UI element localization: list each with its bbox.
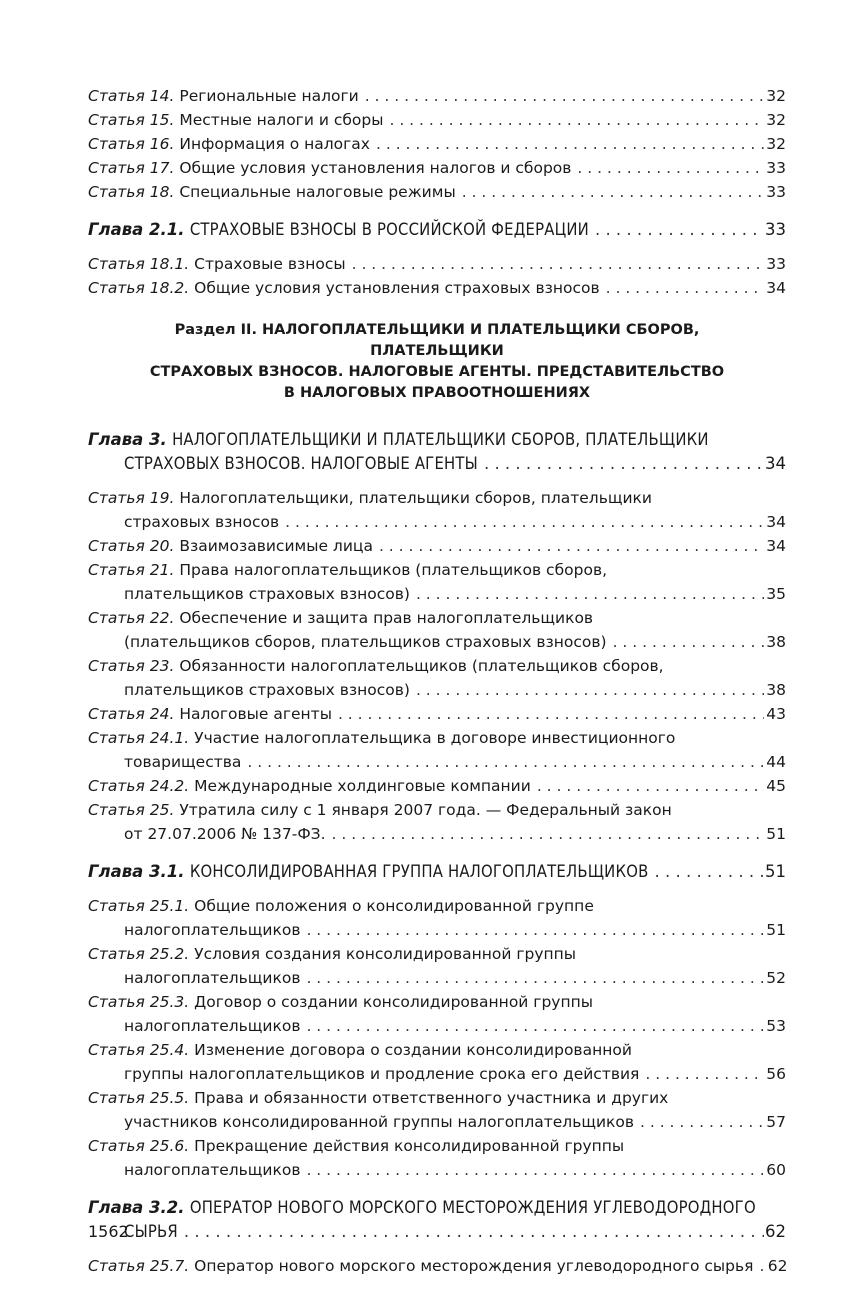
article-label: Статья 23. (88, 657, 175, 675)
chapter-entry (88, 428, 786, 476)
page-ref: 34 (766, 537, 786, 555)
article-label: Статья 17. (88, 159, 175, 177)
article-label: Статья 18.1. (88, 255, 190, 273)
article-title: Взаимозависимые лица (179, 537, 373, 555)
chapter-title: ОПЕРАТОР НОВОГО МОРСКОГО МЕСТОРОЖДЕНИЯ УГЛЕВОДОРОДНОГО (189, 1198, 756, 1217)
chapter-title: НАЛОГОПЛАТЕЛЬЩИКИ И ПЛАТЕЛЬЩИКИ СБОРОВ, ПЛАТЕЛЬЩИКИ (172, 430, 709, 449)
article-title-continued: налогоплательщиков (124, 921, 301, 939)
article-title: Прекращение действия консолидированной группы (194, 1137, 625, 1155)
dot-leader (383, 108, 764, 132)
article-entry (88, 534, 786, 558)
article-group (88, 252, 786, 300)
article-label: Статья 15. (88, 111, 175, 129)
article-label: Статья 24. (88, 705, 175, 723)
dot-leader (373, 534, 764, 558)
article-title: Обязанности налогоплательщиков (плательщиков сборов, (179, 657, 664, 675)
article-title-continued: налогоплательщиков (124, 1017, 301, 1035)
dot-leader (300, 918, 764, 942)
article-title: Права и обязанности ответственного участника и других (194, 1089, 669, 1107)
dot-leader (478, 452, 764, 476)
chapter-label: Глава 3.1. (88, 862, 185, 881)
article-entry (88, 1254, 786, 1278)
article-title: Права налогоплательщиков (плательщиков сборов, (179, 561, 608, 579)
article-title: Региональные налоги (179, 87, 359, 105)
section-heading-line: В НАЛОГОВЫХ ПРАВООТНОШЕНИЯХ (283, 385, 591, 401)
page-ref: 62 (767, 1257, 788, 1275)
article-group (88, 486, 786, 846)
article-label: Статья 25.2. (88, 945, 190, 963)
article-title: Налогоплательщики, плательщики сборов, плательщики (179, 489, 652, 507)
page-ref: 33 (766, 255, 786, 273)
section-heading-line: Раздел II. НАЛОГОПЛАТЕЛЬЩИКИ И ПЛАТЕЛЬЩИКИ СБОРОВ, ПЛАТЕЛЬЩИКИ (174, 322, 700, 359)
article-entry (88, 558, 786, 606)
article-group (88, 894, 786, 1182)
page-ref: 35 (766, 585, 786, 603)
article-title: Оператор нового морского месторождения углеводородного сырья (194, 1257, 754, 1275)
article-title: Международные холдинговые компании (194, 777, 531, 795)
dot-leader (300, 966, 764, 990)
article-title: Утратила силу с 1 января 2007 года. — Федеральный закон (179, 801, 672, 819)
article-title-continued: налогоплательщиков (124, 1161, 301, 1179)
dot-leader (456, 180, 764, 204)
chapter-entry (88, 1196, 786, 1244)
article-entry (88, 132, 786, 156)
page-ref: 33 (766, 159, 786, 177)
page-ref: 51 (766, 825, 786, 843)
article-label: Статья 25.5. (88, 1089, 190, 1107)
article-label: Статья 25.1. (88, 897, 190, 915)
page-ref: 32 (766, 111, 786, 129)
chapter-entry (88, 218, 786, 242)
page-ref: 34 (766, 279, 786, 297)
article-entry (88, 252, 786, 276)
dot-leader (531, 774, 764, 798)
page-ref: 44 (766, 753, 786, 771)
article-entry (88, 1038, 786, 1086)
dot-leader (410, 678, 764, 702)
chapter-title: СТРАХОВЫЕ ВЗНОСЫ В РОССИЙСКОЙ ФЕДЕРАЦИИ (189, 220, 589, 239)
article-entry (88, 726, 786, 774)
dot-leader (639, 1062, 764, 1086)
dot-leader (600, 276, 764, 300)
dot-leader (571, 156, 764, 180)
article-title: Общие положения о консолидированной группе (194, 897, 594, 915)
dot-leader (178, 1220, 764, 1244)
article-entry (88, 702, 786, 726)
dot-leader (241, 750, 764, 774)
chapter-label: Глава 2.1. (88, 220, 185, 239)
page-ref: 53 (766, 1017, 786, 1035)
article-title-continued: плательщиков страховых взносов) (124, 681, 410, 699)
article-entry (88, 276, 786, 300)
article-group (88, 84, 786, 204)
chapter-entry (88, 860, 786, 884)
article-title: Налоговые агенты (179, 705, 332, 723)
article-title: Общие условия установления страховых взносов (194, 279, 600, 297)
article-title-continued: товарищества (124, 753, 242, 771)
dot-leader (648, 860, 764, 884)
article-label: Статья 24.1. (88, 729, 190, 747)
article-label: Статья 18. (88, 183, 175, 201)
page-ref: 43 (766, 705, 786, 723)
article-title: Специальные налоговые режимы (179, 183, 456, 201)
dot-leader (370, 132, 764, 156)
page-ref: 60 (766, 1161, 786, 1179)
article-title: Общие условия установления налогов и сборов (179, 159, 572, 177)
dot-leader (634, 1110, 764, 1134)
article-entry (88, 108, 786, 132)
chapter-label: Глава 3.2. (88, 1198, 185, 1217)
article-title: Обеспечение и защита прав налогоплательщиков (179, 609, 594, 627)
page-ref: 57 (766, 1113, 786, 1131)
dot-leader (753, 1254, 765, 1278)
page-ref: 32 (766, 135, 786, 153)
section-heading (128, 320, 746, 404)
page-ref: 62 (765, 1222, 786, 1241)
article-entry (88, 84, 786, 108)
page-ref: 52 (766, 969, 786, 987)
dot-leader (279, 510, 764, 534)
dot-leader (359, 84, 764, 108)
article-label: Статья 18.2. (88, 279, 190, 297)
article-entry (88, 486, 786, 534)
article-entry (88, 180, 786, 204)
dot-leader (326, 822, 764, 846)
dot-leader (300, 1014, 764, 1038)
article-title-continued: налогоплательщиков (124, 969, 301, 987)
article-title-continued: группы налогоплательщиков и продление срока его действия (124, 1065, 640, 1083)
chapter-title: КОНСОЛИДИРОВАННАЯ ГРУППА НАЛОГОПЛАТЕЛЬЩИКОВ (189, 862, 649, 881)
article-title-continued: страховых взносов (124, 513, 280, 531)
article-label: Статья 14. (88, 87, 175, 105)
article-label: Статья 16. (88, 135, 175, 153)
article-title: Договор о создании консолидированной группы (194, 993, 593, 1011)
article-entry (88, 990, 786, 1038)
article-entry (88, 798, 786, 846)
article-title: Изменение договора о создании консолидированной (194, 1041, 632, 1059)
article-title: Местные налоги и сборы (179, 111, 384, 129)
page-ref: 38 (766, 633, 786, 651)
article-entry (88, 654, 786, 702)
article-label: Статья 24.2. (88, 777, 190, 795)
table-of-contents (88, 84, 786, 1278)
page-ref: 33 (766, 183, 786, 201)
page-ref: 56 (766, 1065, 786, 1083)
dot-leader (332, 702, 764, 726)
chapter-label: Глава 3. (88, 430, 167, 449)
article-title-continued: от 27.07.2006 № 137-ФЗ. (124, 825, 326, 843)
article-entry (88, 606, 786, 654)
article-label: Статья 19. (88, 489, 175, 507)
page-ref: 32 (766, 87, 786, 105)
article-entry (88, 894, 786, 942)
dot-leader (607, 630, 764, 654)
dot-leader (300, 1158, 764, 1182)
article-title-continued: плательщиков страховых взносов) (124, 585, 410, 603)
article-entry (88, 774, 786, 798)
article-label: Статья 25. (88, 801, 175, 819)
page-number: 1562 (88, 1222, 129, 1241)
article-label: Статья 25.6. (88, 1137, 190, 1155)
article-title: Условия создания консолидированной группы (194, 945, 577, 963)
chapter-title-continued: СЫРЬЯ (124, 1222, 178, 1241)
page-ref: 51 (766, 921, 786, 939)
article-title-continued: участников консолидированной группы налогоплательщиков (124, 1113, 634, 1131)
article-title: Информация о налогах (179, 135, 370, 153)
page-ref: 45 (766, 777, 786, 795)
dot-leader (410, 582, 764, 606)
article-title: Страховые взносы (194, 255, 346, 273)
article-entry (88, 1134, 786, 1182)
page-ref: 33 (765, 220, 786, 239)
article-label: Статья 20. (88, 537, 175, 555)
page-ref: 34 (766, 513, 786, 531)
page-ref: 51 (765, 862, 786, 881)
chapter-title-continued: СТРАХОВЫХ ВЗНОСОВ. НАЛОГОВЫЕ АГЕНТЫ (124, 454, 478, 473)
section-heading-line: СТРАХОВЫХ ВЗНОСОВ. НАЛОГОВЫЕ АГЕНТЫ. ПРЕДСТАВИТЕЛЬСТВО (149, 364, 725, 380)
article-title: Участие налогоплательщика в договоре инвестиционного (194, 729, 676, 747)
dot-leader (346, 252, 764, 276)
page-ref: 34 (765, 454, 786, 473)
article-entry (88, 156, 786, 180)
article-entry (88, 1086, 786, 1134)
article-title-continued: (плательщиков сборов, плательщиков страховых взносов) (124, 633, 607, 651)
article-label: Статья 22. (88, 609, 175, 627)
article-entry (88, 942, 786, 990)
article-label: Статья 25.3. (88, 993, 190, 1011)
article-label: Статья 21. (88, 561, 175, 579)
article-group (88, 1254, 786, 1278)
page-ref: 38 (766, 681, 786, 699)
article-label: Статья 25.7. (88, 1257, 190, 1275)
dot-leader (589, 218, 764, 242)
article-label: Статья 25.4. (88, 1041, 190, 1059)
